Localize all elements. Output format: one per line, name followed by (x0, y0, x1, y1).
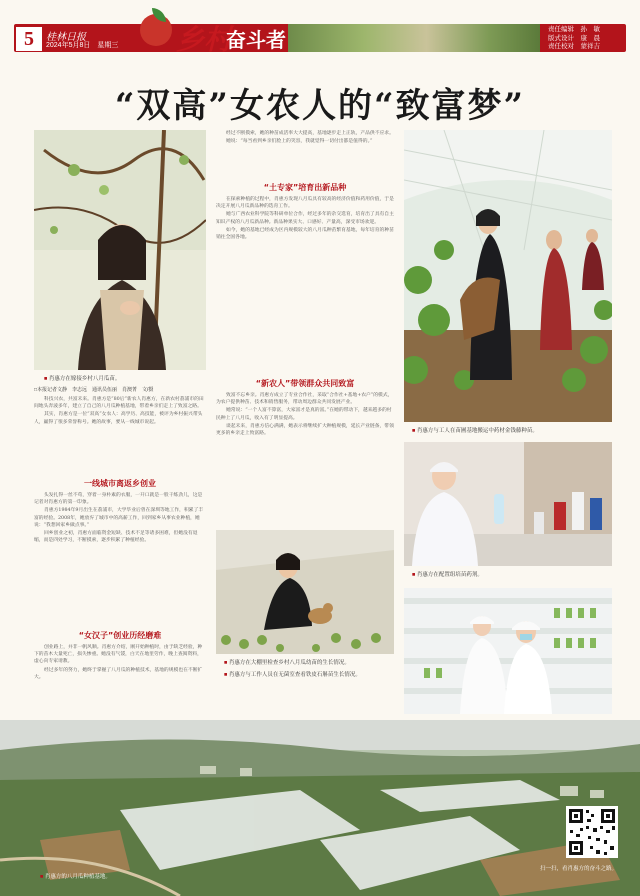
paragraph: 经过不断摸索，她的种苗成活率大大提高，基地逐步走上正轨，产品供不应求。 (226, 131, 394, 136)
photo-lab (404, 442, 612, 566)
qr-code[interactable] (566, 806, 618, 858)
text-column-1a (34, 396, 206, 472)
text-column-2a (216, 130, 394, 178)
editor-line: 版式设计 康 晨 (548, 34, 600, 42)
caption-sterile-room: ■ 肖惠方与工作人员在无菌室查看铁皮石斛苗生长情况。 (224, 670, 394, 678)
column-title-striver: 奋斗者 (226, 28, 286, 52)
paragraph: 其实，肖惠方是一位“双高”女农人：高学历、高技能，被评为乡村振兴带头人，赢得了很多荣誉称号。她的故事，要从一线城市说起。 (34, 412, 203, 425)
text-column-2b (216, 196, 394, 372)
caption-nursery-workers: ■ 肖惠方与工人在苗圃基地搬运中药材金钱藤种苗。 (412, 426, 612, 434)
paragraph: 肖惠方1984年9月出生在荔浦市，大学毕业后曾在深圳等地工作，积累了丰富的经验。2008年，她放弃了城市中的高薪工作，回到家乡从事农业种植，她说：“我想回家乡做点事。” (34, 508, 204, 528)
editor-credits (548, 26, 624, 52)
column-logo-icon (140, 14, 172, 46)
photo-grafting (34, 130, 206, 370)
article-byline: □本报记者文静 李志远 通讯员伍丽 肖澳菁 文/摄 (34, 387, 154, 393)
paragraph: 她说：“每当看到乡亲们脸上的笑容，我就觉得一切付出都是值得的。” (226, 139, 373, 145)
paragraph: 她常说：“一个人富不算富，大家富才是真的富。”在她的带动下，越来越多的村民种上了八月瓜，收入有了明显提高。 (216, 408, 392, 421)
paragraph: 谈起未来，肖惠方信心满满，她表示将继续扩大种植规模，延长产业链条，带领更多的乡亲走上致富路。 (216, 423, 394, 437)
section-heading-2: “女汉子”创业历经磨难 (78, 631, 162, 640)
paragraph: 回乡创业之初，肖惠方面临资金短缺、技术不足等诸多困难，但她没有退缩，而是四处学习，不断摸索，逐步积累了种植经验。 (34, 531, 198, 544)
section-heading-4: “新农人”带领群众共同致富 (255, 379, 355, 388)
photo-nursery-workers (404, 130, 612, 422)
section-heading-3: “土专家”培育出新品种 (263, 183, 347, 192)
paragraph: 她与广西农业科学院等科研单位合作，经过多年的杂交选育，培育出了具有自主知识产权的八月瓜新品种。新品种果实大、口感好、产量高，深受市场欢迎。 (216, 212, 394, 225)
paragraph: 创业路上，并非一帆风顺。肖惠方介绍，刚开始种植时，由于缺乏经验，种下的苗木大量死亡，损失惨重。她没有气馁，白天在地里劳作，晚上查阅资料，虚心向专家请教。 (34, 645, 203, 665)
paragraph: 致富不忘乡亲。肖惠方成立了专业合作社，采取“合作社+基地+农户”的模式，为农户提供种苗、技术和销售服务，带动周边群众共同发展产业。 (216, 393, 393, 406)
text-column-1c (34, 644, 206, 724)
editor-line: 责任校对 蒙祥吉 (548, 43, 600, 50)
caption-greenhouse-check: ■ 肖惠方在大棚里检查乡村八月瓜幼苗的生长情况。 (224, 658, 394, 666)
section-heading-1: 一线城市离返乡创业 (84, 479, 156, 488)
qr-caption: 扫一扫，看肖惠方的奋斗之路。 (540, 866, 618, 872)
caption-lab: ■ 肖惠方在配置组培苗药剂。 (412, 570, 612, 578)
column-title-village: 乡村 (176, 23, 233, 56)
paragraph: 头发扎得一丝不苟，穿着一身朴素的衣服，一开口就是一股干练劲儿，这是记者对肖惠方的第一印象。 (34, 493, 203, 506)
photo-sterile-room (404, 588, 612, 714)
text-column-1b (34, 492, 206, 616)
paragraph: 如今，她的基地已经成为区内规模较大的八月瓜种苗繁育基地，每年培育的种苗销往全国各地。 (216, 227, 394, 241)
text-column-2c (216, 392, 394, 522)
article-title: “双高”女农人的“致富梦” (114, 86, 526, 126)
photo-greenhouse-check (216, 530, 394, 654)
paragraph: 在探索种植的过程中，肖惠方发现八月瓜具有较高的经济价值和药用价值，于是决定开展八月瓜新品种的选育工作。 (216, 197, 394, 210)
caption-grafting: ■ 肖惠方在嫁接乡村八月瓜苗。 (44, 374, 204, 382)
page-number: 5 (16, 27, 42, 51)
newspaper-name: 桂林日报 (46, 32, 86, 43)
caption-planting-base: ■ 肖惠方的八月瓜种植基地。 (40, 872, 240, 880)
editor-line: 责任编辑 孙 敏 (548, 26, 600, 33)
paragraph: 经过多年的努力，她终于掌握了八月瓜的种植技术，基地的规模也在不断扩大。 (34, 667, 203, 680)
banner-photo (288, 24, 540, 52)
paragraph: 科技兴农，共富未来。肖惠方是“80后”新农人肖惠方，在新农村荔浦市的田间地头奔波多年，建立了自己的八月瓜种植基地，带着乡亲们走上了致富之路。 (34, 397, 204, 410)
issue-date: 2024年5月8日 星期三 (46, 42, 119, 49)
